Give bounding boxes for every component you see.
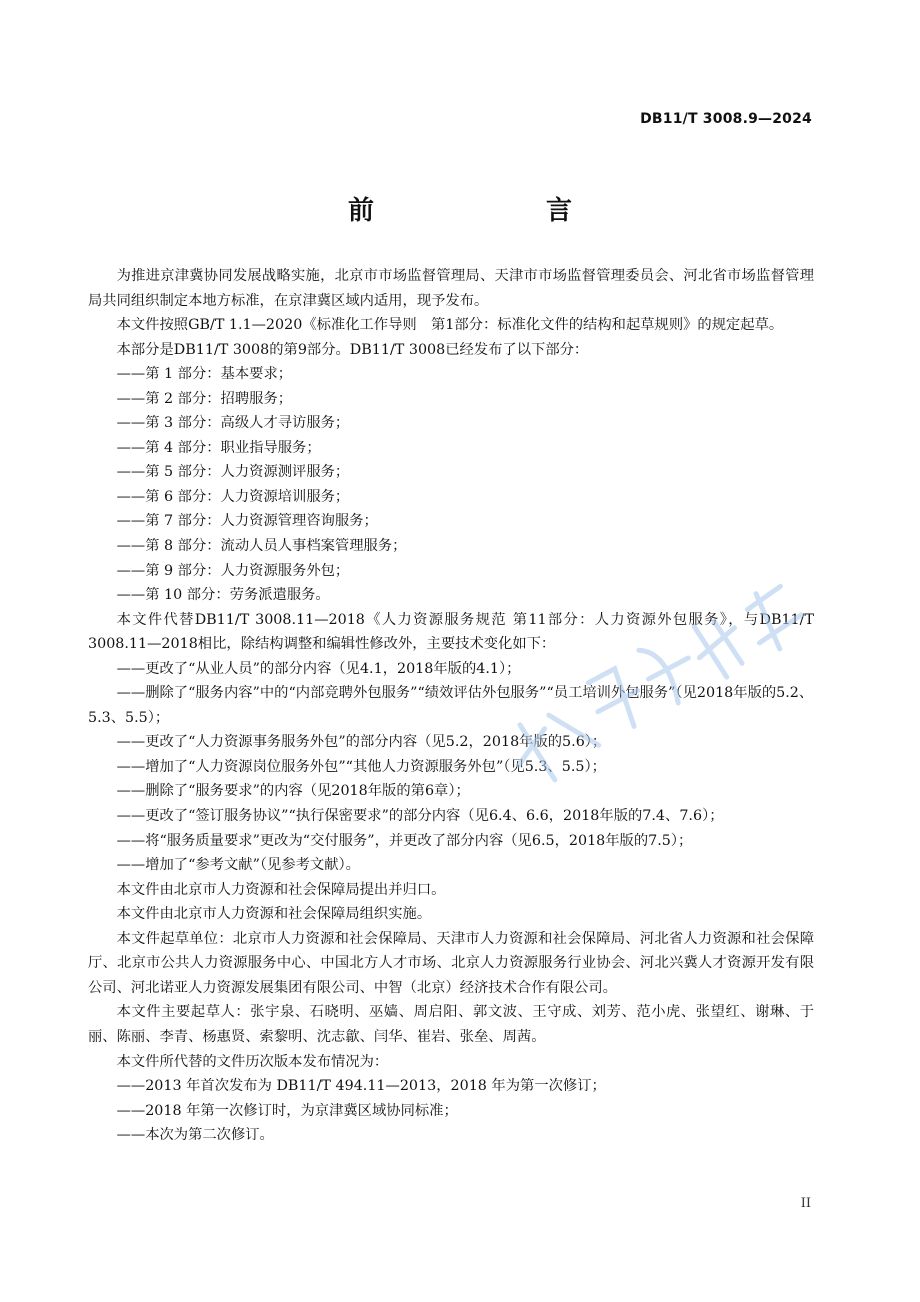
list-item: ——第 8 部分：流动人员人事档案管理服务；: [116, 538, 407, 555]
paragraph: 为推进京津冀协同发展战略实施，北京市市场监督管理局、天津市市场监督管理委员会、河北省市场监督管理局共同组织制定本地方标准，在京津冀区域内适用，现予发布。: [88, 268, 814, 309]
paragraph: 本文件由北京市人力资源和社会保障局组织实施。: [116, 906, 432, 923]
paragraph: 本文件按照GB/T 1.1—2020《标准化工作导则 第1部分：标准化文件的结构和起草规则》的规定起草。: [116, 317, 784, 334]
paragraph: 本部分是DB11/T 3008的第9部分。DB11/T 3008已经发布了以下部分：: [116, 341, 589, 358]
list-item: ——第 10 部分：劳务派遣服务。: [116, 587, 330, 604]
list-item: ——增加了“参考文献”（见参考文献）。: [116, 857, 360, 874]
list-item: ——第 9 部分：人力资源服务外包；: [116, 562, 350, 579]
list-item: ——第 6 部分：人力资源培训服务；: [116, 488, 350, 505]
list-item: ——删除了“服务内容”中的“内部竞聘外包服务”“绩效评估外包服务”“员工培训外包服务”（见2018年版的5.2、5.3、5.5）；: [88, 685, 814, 726]
list-item: ——将“服务质量要求”更改为“交付服务”，并更改了部分内容（见6.5，2018年版的7.5）；: [116, 832, 693, 849]
paragraph: 本文件所代替的文件历次版本发布情况为：: [116, 1053, 389, 1070]
page-title: 前 言: [347, 196, 612, 226]
list-item: ——更改了“签订服务协议”“执行保密要求”的部分内容（见6.4、6.6，2018年版的7.4、7.6）；: [116, 808, 724, 825]
list-item: ——第 1 部分：基本要求；: [116, 366, 293, 383]
foreword-body: [88, 264, 814, 1148]
list-item: ——2018 年第一次修订时，为京津冀区域协同标准；: [116, 1102, 458, 1119]
list-item: ——增加了“人力资源岗位服务外包”“其他人力资源服务外包”（见5.3、5.5）；: [116, 758, 606, 775]
document-code: DB11/T 3008.9—2024: [640, 111, 812, 127]
list-item: ——第 5 部分：人力资源测评服务；: [116, 464, 350, 481]
paragraph: 本文件起草单位：北京市人力资源和社会保障局、天津市人力资源和社会保障局、河北省人力资源和社会保障厅、北京市公共人力资源服务中心、中国北方人才市场、北京人力资源服务行业协会、河北兴冀人才资源开发有限公司、河北诺亚人力资源发展集团有限公司、中智（北京）经济技术合作有限公司。: [88, 930, 814, 996]
list-item: ——第 4 部分：职业指导服务；: [116, 439, 321, 456]
list-item: ——2013 年首次发布为 DB11/T 494.11—2013，2018 年为第一次修订；: [116, 1078, 606, 1095]
list-item: ——第 7 部分：人力资源管理咨询服务；: [116, 513, 378, 530]
paragraph: 本文件代替DB11/T 3008.11—2018《人力资源服务规范 第11部分：人力资源外包服务》，与DB11/T 3008.11—2018相比，除结构调整和编辑性修改外，主要技术变化如下：: [88, 611, 814, 653]
list-item: ——第 3 部分：高级人才寻访服务；: [116, 415, 350, 432]
page-number: II: [800, 1196, 811, 1211]
list-item: ——更改了“人力资源事务服务外包”的部分内容（见5.2，2018年版的5.6）；: [116, 734, 607, 751]
paragraph: 本文件由北京市人力资源和社会保障局提出并归口。: [116, 881, 446, 898]
list-item: ——本次为第二次修订。: [116, 1127, 274, 1144]
list-item: ——更改了“从业人员”的部分内容（见4.1，2018年版的4.1）；: [116, 660, 521, 677]
list-item: ——第 2 部分：招聘服务；: [116, 390, 293, 407]
list-item: ——删除了“服务要求”的内容（见2018年版的第6章）；: [116, 783, 470, 800]
paragraph: 本文件主要起草人：张宇泉、石晓明、巫嫱、周启阳、郭文波、王守成、刘芳、范小虎、张望红、谢琳、于丽、陈丽、李青、杨惠贤、索黎明、沈志歙、闫华、崔岩、张垒、周茜。: [88, 1004, 814, 1045]
